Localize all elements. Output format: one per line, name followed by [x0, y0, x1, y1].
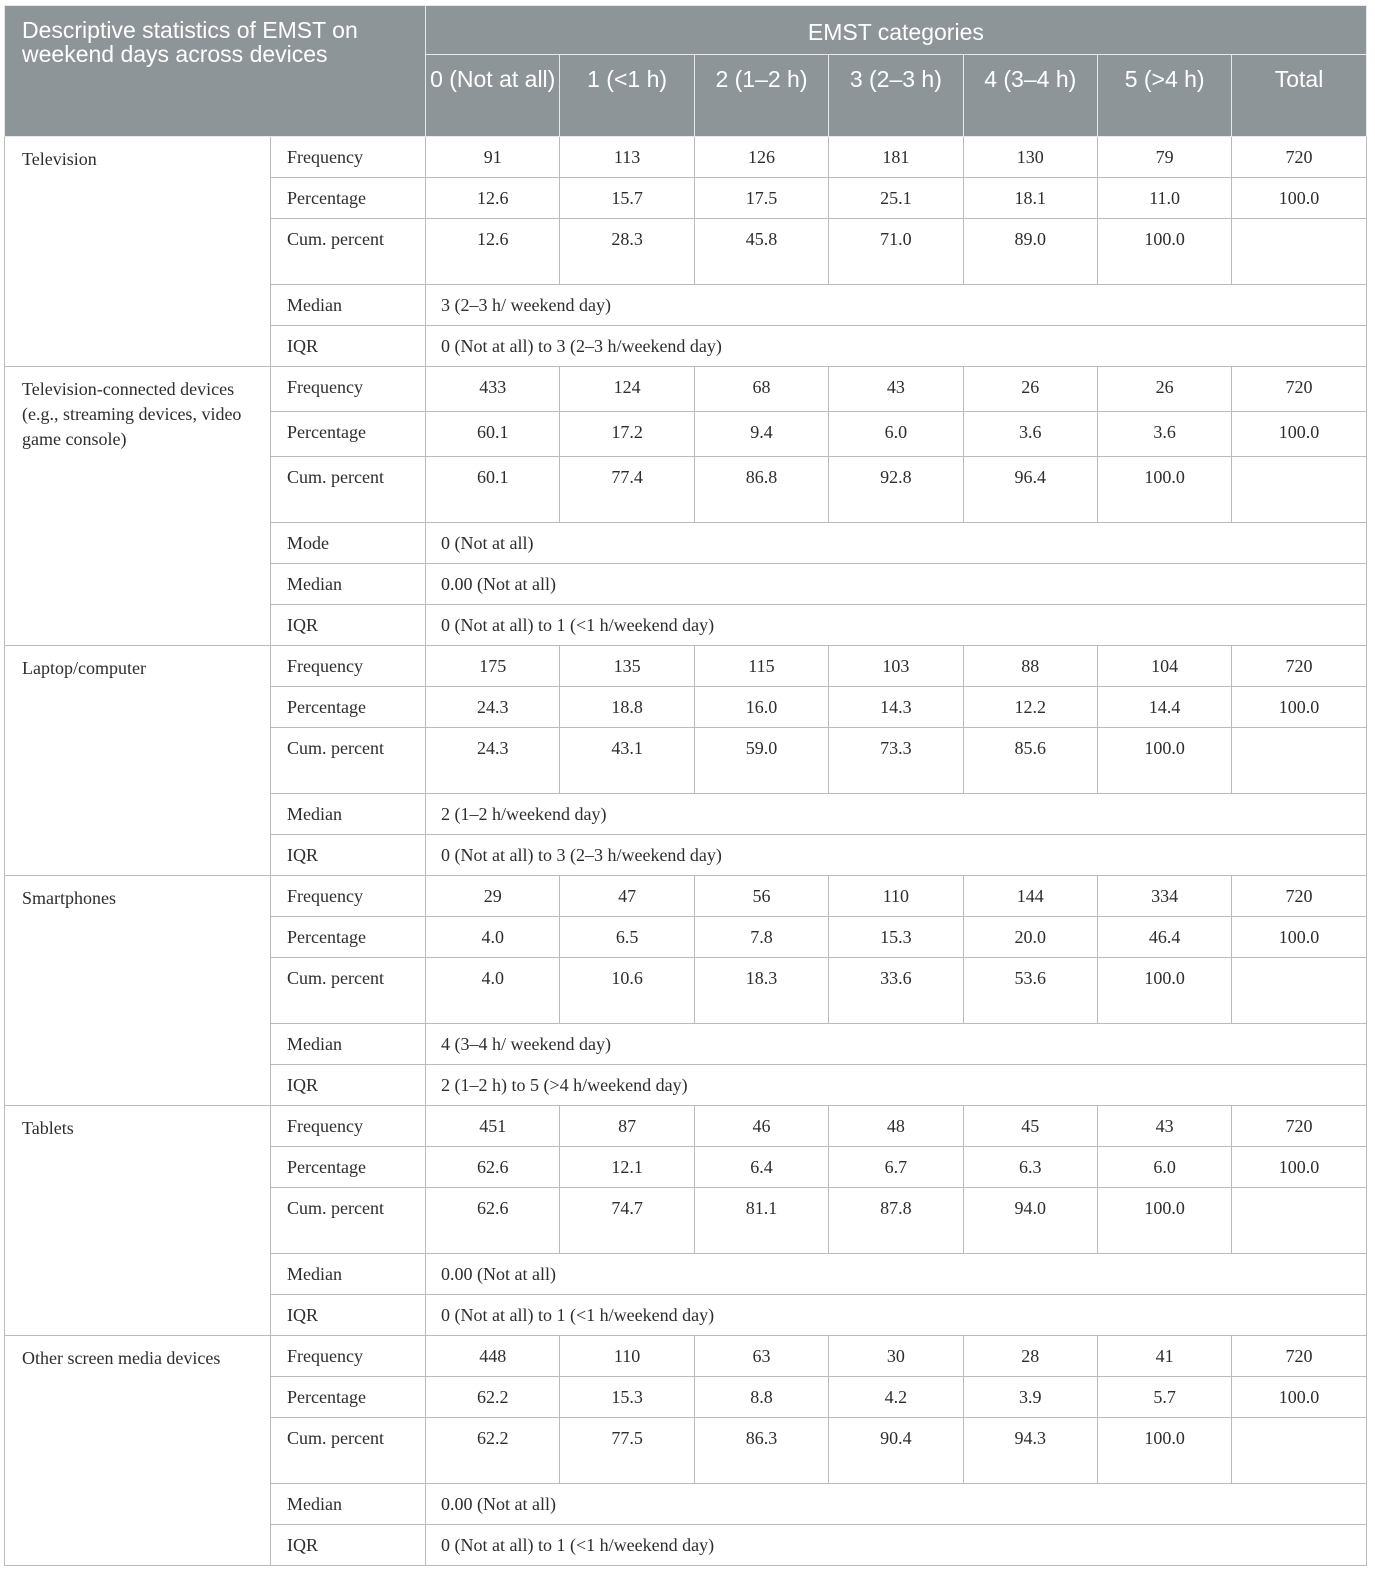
value-cell	[1232, 1188, 1366, 1254]
row-label: Median	[271, 1024, 426, 1065]
value-cell: 86.8	[694, 457, 828, 523]
summary-value: 0 (Not at all) to 1 (<1 h/weekend day)	[426, 605, 1367, 646]
value-cell: 14.4	[1097, 687, 1231, 728]
value-cell: 28.3	[560, 219, 694, 285]
value-cell: 18.1	[963, 178, 1097, 219]
value-cell: 74.7	[560, 1188, 694, 1254]
value-cell: 94.0	[963, 1188, 1097, 1254]
value-cell: 6.0	[1097, 1147, 1231, 1188]
row-label: Frequency	[271, 1106, 426, 1147]
value-cell: 6.0	[829, 412, 963, 457]
value-cell: 100.0	[1097, 219, 1231, 285]
row-label: IQR	[271, 605, 426, 646]
value-cell: 77.5	[560, 1418, 694, 1484]
table-row	[5, 1336, 1367, 1377]
row-label: IQR	[271, 326, 426, 367]
value-cell: 71.0	[829, 219, 963, 285]
value-cell: 17.5	[694, 178, 828, 219]
value-cell: 100.0	[1232, 1147, 1366, 1188]
summary-value: 0 (Not at all) to 1 (<1 h/weekend day)	[426, 1295, 1367, 1336]
value-cell: 18.3	[694, 958, 828, 1024]
value-cell: 88	[963, 646, 1097, 687]
value-cell: 3.6	[1097, 412, 1231, 457]
value-cell: 6.7	[829, 1147, 963, 1188]
value-cell: 175	[426, 646, 560, 687]
table-body	[5, 137, 1367, 1566]
category-header: 2 (1–2 h)	[694, 55, 828, 137]
value-cell: 720	[1232, 137, 1366, 178]
value-cell: 77.4	[560, 457, 694, 523]
value-cell: 28	[963, 1336, 1097, 1377]
table-container	[4, 5, 1361, 1566]
value-cell: 720	[1232, 646, 1366, 687]
value-cell: 100.0	[1232, 412, 1366, 457]
row-label: Percentage	[271, 687, 426, 728]
row-label: IQR	[271, 835, 426, 876]
device-name: Tablets	[5, 1106, 271, 1336]
value-cell: 100.0	[1097, 1188, 1231, 1254]
row-label: Median	[271, 285, 426, 326]
value-cell: 720	[1232, 367, 1366, 412]
value-cell	[1232, 457, 1366, 523]
value-cell: 12.6	[426, 178, 560, 219]
value-cell: 53.6	[963, 958, 1097, 1024]
value-cell: 16.0	[694, 687, 828, 728]
value-cell: 103	[829, 646, 963, 687]
value-cell: 59.0	[694, 728, 828, 794]
value-cell: 43.1	[560, 728, 694, 794]
category-header: 0 (Not at all)	[426, 55, 560, 137]
value-cell: 8.8	[694, 1377, 828, 1418]
row-label: Cum. percent	[271, 219, 426, 285]
value-cell: 6.4	[694, 1147, 828, 1188]
value-cell: 433	[426, 367, 560, 412]
value-cell: 43	[829, 367, 963, 412]
value-cell: 12.6	[426, 219, 560, 285]
emst-statistics-table	[4, 5, 1367, 1566]
value-cell	[1232, 1418, 1366, 1484]
value-cell: 104	[1097, 646, 1231, 687]
value-cell: 12.2	[963, 687, 1097, 728]
value-cell: 14.3	[829, 687, 963, 728]
summary-value: 2 (1–2 h) to 5 (>4 h/weekend day)	[426, 1065, 1367, 1106]
value-cell: 110	[829, 876, 963, 917]
value-cell: 30	[829, 1336, 963, 1377]
value-cell: 26	[1097, 367, 1231, 412]
value-cell: 3.6	[963, 412, 1097, 457]
row-label: Percentage	[271, 178, 426, 219]
row-label: Cum. percent	[271, 728, 426, 794]
device-name: Other screen media devices	[5, 1336, 271, 1566]
value-cell: 12.1	[560, 1147, 694, 1188]
value-cell: 91	[426, 137, 560, 178]
value-cell: 18.8	[560, 687, 694, 728]
value-cell: 7.8	[694, 917, 828, 958]
row-label: Cum. percent	[271, 1188, 426, 1254]
table-row	[5, 876, 1367, 917]
value-cell: 90.4	[829, 1418, 963, 1484]
value-cell: 451	[426, 1106, 560, 1147]
value-cell: 4.2	[829, 1377, 963, 1418]
value-cell: 47	[560, 876, 694, 917]
row-label: IQR	[271, 1525, 426, 1566]
row-label: Mode	[271, 523, 426, 564]
value-cell: 100.0	[1097, 728, 1231, 794]
value-cell: 25.1	[829, 178, 963, 219]
value-cell: 60.1	[426, 457, 560, 523]
emst-categories-header: EMST categories	[426, 6, 1367, 55]
row-label: Percentage	[271, 1147, 426, 1188]
value-cell: 100.0	[1232, 178, 1366, 219]
table-row	[5, 367, 1367, 412]
value-cell: 62.2	[426, 1377, 560, 1418]
value-cell: 6.5	[560, 917, 694, 958]
row-label: Median	[271, 794, 426, 835]
value-cell: 60.1	[426, 412, 560, 457]
value-cell: 100.0	[1232, 917, 1366, 958]
row-label: Percentage	[271, 1377, 426, 1418]
value-cell: 48	[829, 1106, 963, 1147]
category-header: 5 (>4 h)	[1097, 55, 1231, 137]
value-cell: 63	[694, 1336, 828, 1377]
value-cell: 26	[963, 367, 1097, 412]
value-cell: 100.0	[1097, 457, 1231, 523]
device-name: Television-connected devices (e.g., streaming devices, video game console)	[5, 367, 271, 646]
row-label: Frequency	[271, 646, 426, 687]
value-cell: 81.1	[694, 1188, 828, 1254]
value-cell: 87	[560, 1106, 694, 1147]
row-label: Frequency	[271, 1336, 426, 1377]
value-cell: 115	[694, 646, 828, 687]
value-cell: 15.3	[829, 917, 963, 958]
value-cell: 126	[694, 137, 828, 178]
value-cell: 62.6	[426, 1147, 560, 1188]
summary-value: 0 (Not at all) to 1 (<1 h/weekend day)	[426, 1525, 1367, 1566]
value-cell: 720	[1232, 1336, 1366, 1377]
value-cell: 85.6	[963, 728, 1097, 794]
row-label: Frequency	[271, 137, 426, 178]
summary-value: 0.00 (Not at all)	[426, 1484, 1367, 1525]
value-cell: 720	[1232, 1106, 1366, 1147]
row-label: Frequency	[271, 876, 426, 917]
value-cell: 11.0	[1097, 178, 1231, 219]
value-cell: 33.6	[829, 958, 963, 1024]
value-cell: 94.3	[963, 1418, 1097, 1484]
value-cell: 144	[963, 876, 1097, 917]
value-cell: 15.7	[560, 178, 694, 219]
value-cell: 113	[560, 137, 694, 178]
value-cell: 62.2	[426, 1418, 560, 1484]
corner-header: Descriptive statistics of EMST on weekend days across devices	[5, 6, 426, 137]
value-cell: 135	[560, 646, 694, 687]
value-cell: 6.3	[963, 1147, 1097, 1188]
value-cell: 86.3	[694, 1418, 828, 1484]
value-cell: 29	[426, 876, 560, 917]
value-cell: 43	[1097, 1106, 1231, 1147]
value-cell	[1232, 728, 1366, 794]
table-header	[5, 6, 1367, 137]
value-cell: 68	[694, 367, 828, 412]
summary-value: 2 (1–2 h/weekend day)	[426, 794, 1367, 835]
value-cell: 73.3	[829, 728, 963, 794]
row-label: Cum. percent	[271, 958, 426, 1024]
value-cell: 92.8	[829, 457, 963, 523]
value-cell	[1232, 958, 1366, 1024]
value-cell: 3.9	[963, 1377, 1097, 1418]
category-header: 4 (3–4 h)	[963, 55, 1097, 137]
value-cell: 110	[560, 1336, 694, 1377]
value-cell	[1232, 219, 1366, 285]
table-row	[5, 646, 1367, 687]
value-cell: 45	[963, 1106, 1097, 1147]
summary-value: 0 (Not at all) to 3 (2–3 h/weekend day)	[426, 326, 1367, 367]
summary-value: 0 (Not at all) to 3 (2–3 h/weekend day)	[426, 835, 1367, 876]
row-label: Cum. percent	[271, 457, 426, 523]
row-label: Frequency	[271, 367, 426, 412]
value-cell: 87.8	[829, 1188, 963, 1254]
summary-value: 4 (3–4 h/ weekend day)	[426, 1024, 1367, 1065]
value-cell: 56	[694, 876, 828, 917]
value-cell: 79	[1097, 137, 1231, 178]
summary-value: 0.00 (Not at all)	[426, 1254, 1367, 1295]
device-name: Smartphones	[5, 876, 271, 1106]
value-cell: 15.3	[560, 1377, 694, 1418]
summary-value: 3 (2–3 h/ weekend day)	[426, 285, 1367, 326]
value-cell: 124	[560, 367, 694, 412]
row-label: Percentage	[271, 412, 426, 457]
row-label: Percentage	[271, 917, 426, 958]
value-cell: 62.6	[426, 1188, 560, 1254]
value-cell: 334	[1097, 876, 1231, 917]
row-label: IQR	[271, 1065, 426, 1106]
value-cell: 100.0	[1232, 687, 1366, 728]
row-label: Median	[271, 1254, 426, 1295]
device-name: Television	[5, 137, 271, 367]
value-cell: 720	[1232, 876, 1366, 917]
row-label: Median	[271, 564, 426, 605]
value-cell: 46.4	[1097, 917, 1231, 958]
value-cell: 17.2	[560, 412, 694, 457]
value-cell: 100.0	[1097, 1418, 1231, 1484]
table-row	[5, 137, 1367, 178]
value-cell: 100.0	[1097, 958, 1231, 1024]
row-label: Median	[271, 1484, 426, 1525]
value-cell: 20.0	[963, 917, 1097, 958]
category-header: Total	[1232, 55, 1366, 137]
value-cell: 181	[829, 137, 963, 178]
value-cell: 89.0	[963, 219, 1097, 285]
category-header: 3 (2–3 h)	[829, 55, 963, 137]
value-cell: 4.0	[426, 917, 560, 958]
value-cell: 4.0	[426, 958, 560, 1024]
value-cell: 10.6	[560, 958, 694, 1024]
value-cell: 9.4	[694, 412, 828, 457]
category-header: 1 (<1 h)	[560, 55, 694, 137]
row-label: IQR	[271, 1295, 426, 1336]
value-cell: 448	[426, 1336, 560, 1377]
device-name: Laptop/computer	[5, 646, 271, 876]
value-cell: 45.8	[694, 219, 828, 285]
summary-value: 0 (Not at all)	[426, 523, 1367, 564]
value-cell: 24.3	[426, 728, 560, 794]
value-cell: 130	[963, 137, 1097, 178]
table-row	[5, 1106, 1367, 1147]
value-cell: 46	[694, 1106, 828, 1147]
summary-value: 0.00 (Not at all)	[426, 564, 1367, 605]
value-cell: 24.3	[426, 687, 560, 728]
value-cell: 96.4	[963, 457, 1097, 523]
value-cell: 5.7	[1097, 1377, 1231, 1418]
value-cell: 41	[1097, 1336, 1231, 1377]
row-label: Cum. percent	[271, 1418, 426, 1484]
value-cell: 100.0	[1232, 1377, 1366, 1418]
